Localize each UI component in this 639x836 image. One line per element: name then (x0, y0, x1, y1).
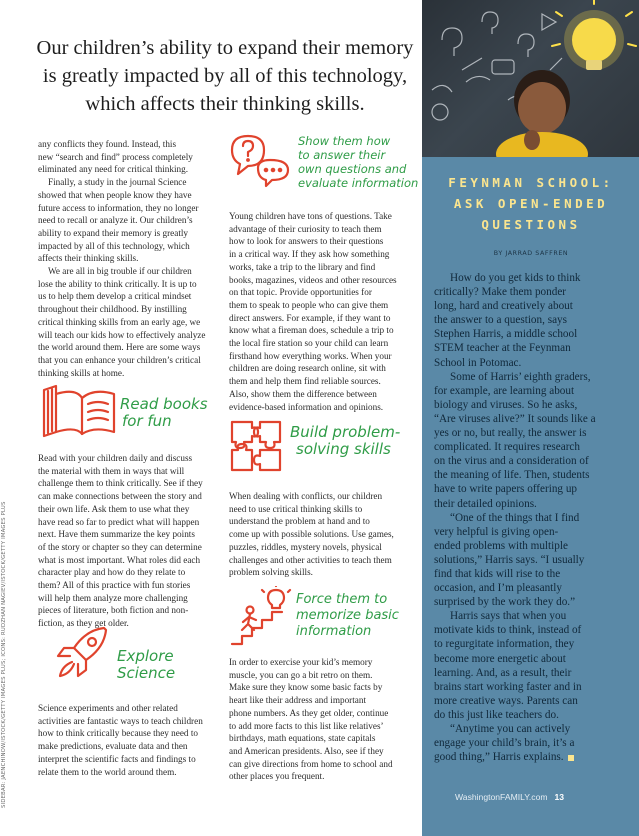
text-line: Finally, a study in the journal Science (48, 177, 187, 188)
heading-line: memorize basic (296, 608, 399, 623)
show-questions-text (229, 210, 409, 413)
text-line: yes or no, but really, the answer is (434, 427, 587, 440)
text-line: firsthand how everything works. When your (229, 350, 392, 361)
text-line: make predictions, evaluate data and then (38, 741, 188, 752)
read-books-text (38, 452, 216, 630)
text-line: advantage of their curiosity to teach them (229, 223, 382, 234)
text-line: lose the ability to think critically. It is up to (38, 278, 197, 289)
text-line: future access to information, they no longer (38, 202, 199, 213)
text-line: critically? Make them ponder (434, 286, 567, 299)
text-line: very helpful is giving open- (434, 525, 559, 538)
page-footer (455, 792, 564, 802)
text-line: the world around them. Here are some ways (38, 342, 201, 353)
text-line: next. Have them summarize the key points (38, 529, 195, 540)
text-line: We are all in big trouble if our children (48, 266, 192, 277)
text-line: Read with your children daily and discuss (38, 453, 193, 463)
text-line: to add more facts to this list like relatives’ (229, 720, 384, 731)
text-line: occasion, and I’m pleasantly (434, 582, 562, 595)
heading-line: Explore (117, 647, 174, 665)
text-line: solutions,” Harris says. “I usually (434, 553, 585, 566)
text-line: on that topic. Provide opportunities for (229, 287, 372, 298)
child-thinking-illustration (422, 0, 639, 157)
text-line: heart like their address and important (229, 695, 367, 706)
text-line: Make sure they know some basic facts by (229, 682, 383, 693)
text-line: have read so far to predict what will happen (38, 516, 200, 527)
text-line: need to recall or analyze it. Our children’s (38, 215, 193, 226)
question-speech-bubble-icon (228, 132, 292, 190)
text-line: find that kids will rise to the (434, 567, 561, 580)
text-line: direct answers. For example, if they want to (229, 312, 391, 323)
sidebar-title (432, 172, 630, 235)
text-line: any conflicts they found. Instead, this (38, 139, 177, 149)
text-line: showed that when people know they have (38, 189, 192, 200)
text-line: When dealing with conflicts, our children (229, 491, 383, 501)
text-line: interpret the scientific facts and findings to (38, 753, 196, 764)
text-line: evidence-based information and opinions. (229, 401, 384, 412)
text-line: them? All of this practice with fun stories (38, 580, 191, 591)
text-line: know what a fireman does, schedule a trip to (229, 325, 394, 336)
text-line: phone numbers. As they get older, continue (229, 707, 389, 718)
text-line: will help them analyze more challenging (38, 592, 188, 603)
text-line: complicated. It requires research (434, 441, 580, 454)
text-line: muscle, you can go a bit retro on them. (229, 669, 373, 680)
heading-line: for fun (122, 412, 172, 430)
text-line: Young children have tons of questions. Take (229, 211, 392, 221)
text-line: books, magazines, videos and other resources (229, 274, 397, 285)
text-line: do this just like teachers do. (434, 708, 559, 721)
section-heading-explore-science (117, 648, 175, 682)
heading-line: ASK OPEN-ENDED (453, 196, 609, 211)
text-line: birthdays, math equations, state capitals (229, 733, 376, 744)
text-line: thinking skills at home. (38, 367, 125, 378)
text-line: puzzles, riddles, mystery novels, physical (229, 541, 382, 552)
sidebar-byline: BY JARRAD SAFFREN (493, 250, 569, 257)
text-line: can make connections between the story and (38, 491, 202, 502)
page-number: 13 (554, 792, 565, 802)
text-line: impacted by all of this technology, which (38, 240, 190, 251)
text-line: ability to expand their memory is greatly (38, 227, 189, 238)
text-line: pieces of literature, both fiction and non- (38, 605, 189, 616)
stairs-lightbulb-icon (228, 586, 292, 648)
text-line: eliminated any need for critical thinking. (38, 164, 189, 175)
text-line: the local fire station so your child can learn (229, 338, 389, 349)
text-line: them and help them find reliable sources. (229, 376, 381, 387)
text-line: Stephen Harris, a middle school (434, 328, 578, 341)
text-line: motivate kids to think, instead of (434, 624, 582, 637)
text-line: Some of Harris’ eighth graders, (450, 370, 591, 383)
heading-line: to answer their (298, 148, 386, 162)
text-line: how to think critically because they need to (38, 728, 198, 739)
text-line: biology and viruses. So he asks, (434, 398, 578, 411)
text-line: more creative ways. Parents can (434, 694, 578, 707)
heading-line: Show them how (298, 134, 391, 148)
text-line: them to speak to people who can give them (229, 299, 389, 310)
text-line: Science experiments and other related (38, 703, 178, 713)
pull-quote-line: is greatly impacted by all of this technology, (42, 65, 408, 87)
text-line: have to write papers offering up (434, 483, 578, 496)
text-line: engage your child’s brain, it’s a (434, 737, 575, 750)
sidebar-body-text (434, 271, 620, 764)
text-line: good thing,” Harris explains. (434, 750, 620, 764)
text-line: that you can enhance your children’s critical (38, 354, 201, 365)
text-line: fiction, as they get older. (38, 618, 129, 629)
section-heading-show-questions (298, 134, 418, 190)
text-line: brains start working faster and in (434, 680, 582, 693)
text-line: learning. And, as a result, their (434, 666, 572, 679)
heading-line: FEYNMAN SCHOOL: (448, 175, 614, 190)
text-line: and American presidents. Also, see if they (229, 745, 384, 756)
footer-site: WashingtonFAMILY.com (455, 792, 548, 802)
heading-line: Read books (120, 395, 208, 413)
text-line: challenge them to think critically. See if they (38, 478, 203, 489)
text-line: new “search and find” process completely (38, 151, 193, 162)
heading-line: Build problem- (290, 423, 401, 441)
puzzle-pieces-icon (228, 418, 286, 476)
text-line: Harris says that when you (450, 610, 567, 623)
text-line: “Are viruses alive?” It sounds like a (434, 412, 596, 425)
heading-line: solving skills (296, 440, 391, 458)
problem-solving-text (229, 490, 409, 579)
pull-quote (30, 34, 420, 118)
text-line: will teach our kids how to effectively analyze (38, 329, 206, 340)
heading-line: evaluate information (298, 176, 419, 190)
section-heading-memorize (296, 592, 399, 640)
text-line: can give directions from home to school and (229, 758, 393, 769)
text-line: critical thinking skills from an early age, we (38, 316, 201, 327)
text-line: need to use critical thinking skills to (229, 503, 363, 514)
text-line: children are doing research online, sit with (229, 363, 386, 374)
heading-line: QUESTIONS (481, 217, 581, 232)
heading-line: Science (117, 664, 176, 682)
end-of-article-mark (568, 755, 574, 761)
text-line: us to help them develop a critical mindset (38, 291, 192, 302)
heading-line: own questions and (298, 162, 407, 176)
memorize-text (229, 656, 409, 783)
text-line: affects their thinking skills. (38, 253, 139, 264)
text-line: how to look for answers to their questions (229, 236, 384, 247)
text-line: for example, are learning about (434, 384, 575, 397)
text-line: the answer to a question, says (434, 314, 567, 327)
text-line: activities are fantastic ways to teach children (38, 715, 203, 726)
text-line: the material with them in ways that will (38, 465, 185, 476)
intro-text (38, 138, 216, 379)
text-line: relate them to the world around them. (38, 766, 177, 777)
pull-quote-line: which affects their thinking skills. (85, 93, 365, 115)
text-line: understand the problem at hand and to (229, 516, 370, 527)
heading-line: Force them to (296, 592, 388, 607)
text-line: STEM teacher at the Feynman (434, 342, 571, 355)
text-line: works, take a trip to the library and find (229, 261, 376, 272)
explore-science-text (38, 702, 216, 778)
text-line: in a critical way. If they ask how something (229, 249, 390, 260)
text-line: throughout their childhood. By instilling (38, 304, 187, 315)
text-line: their detailed opinions. (434, 497, 537, 510)
open-book-icon (38, 382, 120, 438)
text-line: character play and how do they relate to (38, 567, 186, 578)
text-line: the meaning of life. Then, students (434, 469, 590, 482)
heading-line: information (296, 624, 372, 639)
pull-quote-line: Our children’s ability to expand their memory (36, 37, 414, 59)
text-line: other places you frequent. (229, 771, 325, 782)
text-line: what is most important. What roles did each (38, 554, 201, 565)
section-heading-read-books (120, 396, 208, 430)
text-line: on the virus and a consideration of (434, 455, 589, 468)
text-line: In order to exercise your kid’s memory (229, 657, 373, 667)
rocket-icon (52, 622, 112, 684)
text-line: become more energetic about (434, 652, 566, 665)
sidebar-photo (422, 0, 639, 157)
text-line: of the story or chapter so they can determine (38, 541, 202, 552)
text-line: to regurgitate information, they (434, 638, 575, 651)
text-line: their own life. Ask them to use what they (38, 503, 190, 514)
text-line: long, hard and creatively about (434, 300, 573, 313)
text-line: “One of the things that I find (450, 511, 580, 524)
text-line: challenges and other activities to teach them (229, 554, 392, 565)
text-line: “Anytime you can actively (450, 723, 571, 735)
photo-credit: SIDEBAR: JAENCHINOW/ISTOCK/GETTY IMAGES PLUS; ICONS: RUDZHAN NAGIEV/ISTOCK/GETTY IMAGES PLUS (1, 501, 7, 808)
text-line: problem solving skills. (229, 567, 313, 578)
text-line: How do you get kids to think (450, 272, 581, 284)
text-line: Also, show them the difference between (229, 388, 377, 399)
text-line: come up with possible solutions. Use games, (229, 529, 394, 540)
text-line: School in Potomac. (434, 356, 522, 369)
text-line: ended problems with multiple (434, 539, 568, 552)
section-heading-problem-solving (290, 424, 400, 458)
text-line: surprised by the work they do.” (434, 596, 576, 609)
